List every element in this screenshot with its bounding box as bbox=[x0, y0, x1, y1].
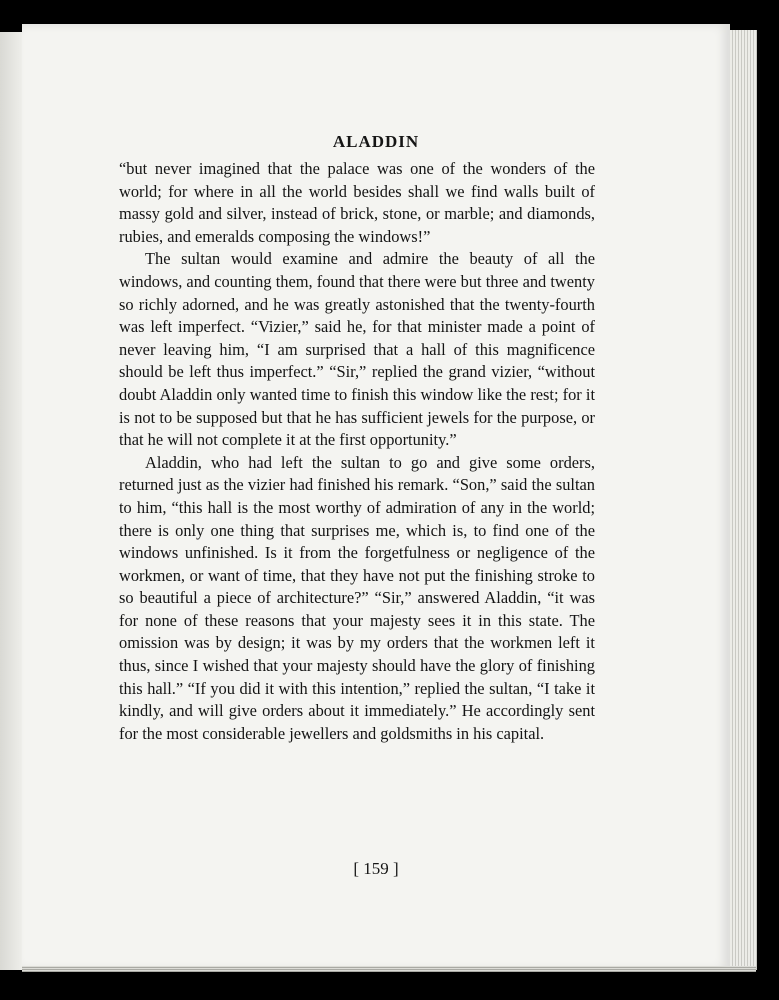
facing-page-edge bbox=[0, 32, 23, 970]
paragraph-3: Aladdin, who had left the sultan to go and give some orders, returned just as the vizier had finished his remark. “Son,” said the sultan to him, “this hall is the most worthy of admiration of any in the world; there is only one thing that surprises me, which is, to find one of the windows unfinished. Is it from the forgetfulness or negligence of the workmen, or want of time, that they have not put the finishing stroke to so beautiful a piece of architecture?” “Sir,” answered Aladdin, “it was for none of these reasons that your majesty sees it in this state. The omission was by design; it was by my orders that the workmen left it thus, since I wished that your majesty should have the glory of finishing this hall.” “If you did it with this intention,” replied the sultan, “I take it kindly, and will give orders about it immediately.” He accordingly sent for the most considerable jewellers and goldsmiths in his capital. bbox=[119, 452, 595, 743]
paragraph-1: “but never imagined that the palace was one of the wonders of the world; for where in all the world besides shall we find walls built of massy gold and silver, instead of brick, stone, or marble; and diamonds, rubies, and emeralds composing the windows!” bbox=[119, 159, 595, 246]
page-bottom-edge bbox=[22, 966, 756, 972]
paragraph-2: The sultan would examine and admire the beauty of all the windows, and counting them, found that there were but three and twenty so richly adorned, and he was greatly astonished that the twenty-fourth was left imperfect. “Vizier,” said he, for that minister made a point of never leaving him, “I am surprised that a hall of this magnificence should be left thus imperfect.” “Sir,” replied the grand vizier, “without doubt Aladdin only wanted time to finish this window like the rest; for it is not to be supposed but that he has sufficient jewels for the purpose, or that he will not complete it at the first opportunity.” bbox=[119, 249, 595, 450]
page-number: [ 159 ] bbox=[353, 859, 399, 878]
running-head: ALADDIN bbox=[332, 132, 420, 151]
book-page bbox=[22, 24, 730, 970]
page-stack-edge bbox=[726, 30, 757, 970]
body-text bbox=[119, 158, 595, 745]
